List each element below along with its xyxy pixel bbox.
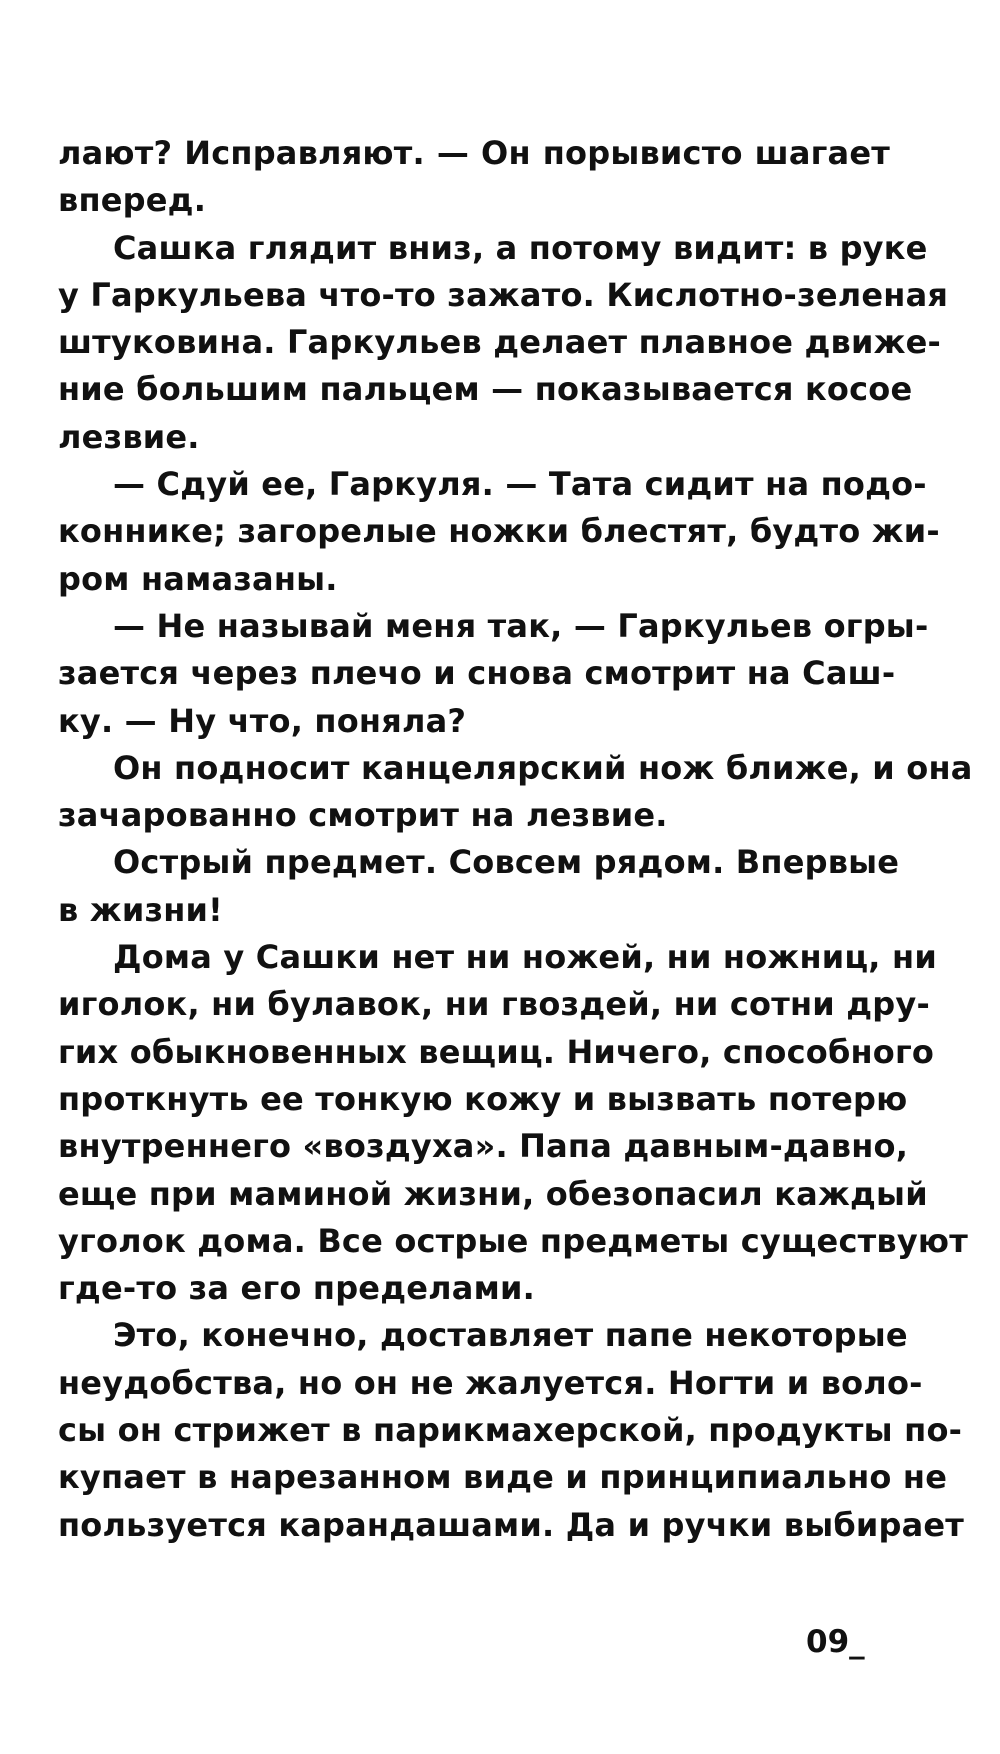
text-line: лают? Исправляют. — Он порывисто шагает <box>58 134 890 172</box>
text-line: в жизни! <box>58 890 223 929</box>
text-line: вперед. <box>58 181 207 220</box>
body-text <box>58 130 973 1549</box>
text-line: ром намазаны. <box>58 559 338 598</box>
text-line: ние большим пальцем — показывается косое <box>58 370 913 409</box>
text-line: лезвие. <box>58 417 200 456</box>
text-line: еще при маминой жизни, обезопасил каждый <box>58 1174 928 1213</box>
text-line: уголок дома. Все острые предметы существуют <box>58 1221 968 1260</box>
text-line: где-то за его пределами. <box>58 1269 535 1308</box>
text-line: Острый предмет. Совсем рядом. Впервые <box>113 843 900 882</box>
text-line: купает в нарезанном виде и принципиально не <box>58 1458 948 1497</box>
text-line: проткнуть ее тонкую кожу и вызвать потерю <box>58 1079 908 1118</box>
text-line: пользуется карандашами. Да и ручки выбирает <box>58 1505 965 1544</box>
text-line: — Сдуй ее, Гаркуля. — Тата сидит на подо- <box>113 465 927 504</box>
text-line: Дома у Сашки нет ни ножей, ни ножниц, ни <box>113 938 937 977</box>
text-line: иголок, ни булавок, ни гвоздей, ни сотни дру- <box>58 985 930 1024</box>
text-line: Это, конечно, доставляет папе некоторые <box>113 1316 908 1355</box>
text-line: внутреннего «воздуха». Папа давным-давно, <box>58 1127 909 1166</box>
text-line: гих обыкновенных вещиц. Ничего, способного <box>58 1032 935 1071</box>
text-line: у Гаркульева что-то зажато. Кислотно-зеленая <box>58 275 949 314</box>
text-line: ку. — Ну что, поняла? <box>58 701 467 740</box>
text-line: Сашка глядит вниз, а потому видит: в руке <box>113 228 928 267</box>
page-number: 09_ <box>806 1624 865 1660</box>
text-line: коннике; загорелые ножки блестят, будто жи- <box>58 512 940 551</box>
text-line: неудобства, но он не жалуется. Ногти и воло- <box>58 1363 923 1402</box>
text-line: зается через плечо и снова смотрит на Саш- <box>58 654 896 693</box>
text-line: штуковина. Гаркульев делает плавное движе- <box>58 323 942 362</box>
text-line: сы он стрижет в парикмахерской, продукты по- <box>58 1411 963 1450</box>
text-line: зачарованно смотрит на лезвие. <box>58 796 668 835</box>
text-line: Он подносит канцелярский нож ближе, и она <box>113 748 973 787</box>
text-line: — Не называй меня так, — Гаркульев огры- <box>113 606 929 645</box>
